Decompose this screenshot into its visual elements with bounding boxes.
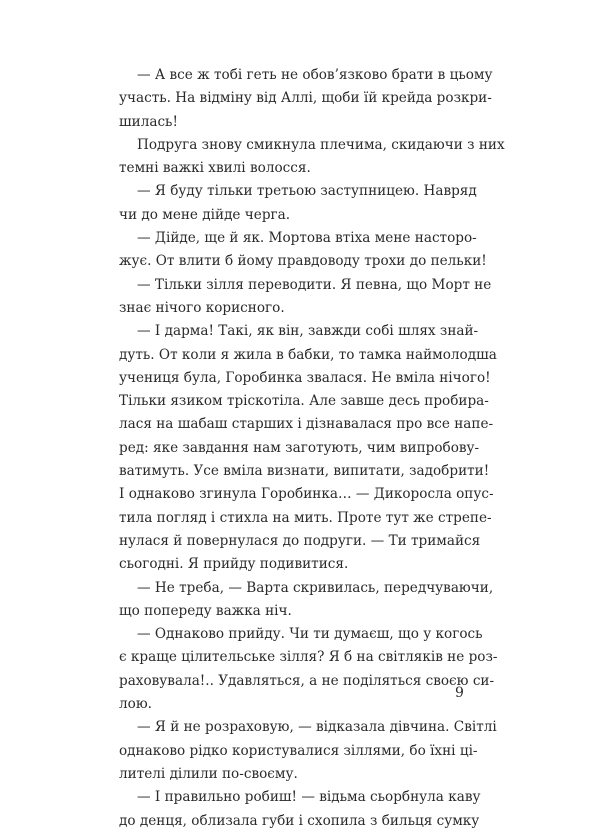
text-line: лителі ділили по-своєму. bbox=[119, 765, 298, 782]
text-line: участь. На відміну від Аллі, щоби їй крейда розкри- bbox=[119, 90, 492, 107]
text-line: знає нічого корисного. bbox=[119, 299, 285, 316]
text-line: що попереду важка ніч. bbox=[119, 602, 292, 619]
text-line: — Не треба, — Варта скривилась, передчуваючи, bbox=[137, 579, 494, 596]
text-line: — Дійде, ще й як. Мортова втіха мене насторо- bbox=[137, 230, 477, 247]
text-line: лою. bbox=[119, 696, 152, 713]
text-line: раховувала!.. Удавляться, а не поділяться своєю си- bbox=[119, 672, 495, 689]
text-line: жує. От влити б йому правдоводу трохи до пельки! bbox=[119, 253, 487, 270]
text-line: — І дарма! Такі, як він, завжди собі шлях знай- bbox=[137, 323, 479, 340]
text-line: однаково рідко користувалися зіллями, бо їхні ці- bbox=[119, 742, 478, 759]
text-line: учениця була, Горобинка звалася. Не вміла нічого! bbox=[119, 369, 491, 386]
text-line: — Тільки зілля переводити. Я певна, що Морт не bbox=[137, 276, 492, 293]
text-line: тила погляд і стихла на мить. Проте тут же стрепе- bbox=[119, 509, 492, 526]
text-line: темні важкі хвилі волосся. bbox=[119, 160, 311, 177]
text-line: дуть. От коли я жила в бабки, то тамка наймолодша bbox=[119, 346, 497, 363]
text-line: ватимуть. Усе вміла визнати, випитати, задобрити! bbox=[119, 463, 490, 480]
text-line: ред: яке завдання нам заготують, чим випробову- bbox=[119, 439, 480, 456]
text-line: — І правильно робиш! — відьма сьорбнула каву bbox=[137, 789, 481, 806]
body-text bbox=[119, 64, 505, 833]
text-line: до денця, облизала губи і схопила з бильця сумку bbox=[119, 812, 480, 829]
text-line: — Я й не розраховую, — відказала дівчина. Світлі bbox=[137, 719, 497, 736]
text-line: Подруга знову смикнула плечима, скидаючи з них bbox=[137, 136, 505, 153]
text-line: І однаково згинула Горобинка… — Дикоросла опус- bbox=[119, 486, 494, 503]
text-line: чи до мене дійде черга. bbox=[119, 206, 291, 223]
text-line: — А все ж тобі геть не обов’язково брати в цьому bbox=[137, 67, 493, 83]
text-line: сьогодні. Я прийду подивитися. bbox=[119, 556, 349, 573]
text-line: — Однаково прийду. Чи ти думаєш, що у когось bbox=[137, 626, 483, 643]
text-line: є краще цілительське зілля? Я б на світляків не роз- bbox=[119, 649, 498, 666]
text-line: Тільки язиком тріскотіла. Але завше десь пробира- bbox=[119, 393, 489, 410]
text-line: лася на шабаш старших і дізнавалася про все напе- bbox=[119, 416, 494, 433]
text-line: — Я буду тільки третьою заступницею. Навряд bbox=[137, 183, 477, 200]
text-line: нулася й повернулася до подруги. — Ти тримайся bbox=[119, 532, 481, 549]
text-line: шилась! bbox=[119, 113, 178, 130]
page-number: 9 bbox=[455, 685, 464, 701]
